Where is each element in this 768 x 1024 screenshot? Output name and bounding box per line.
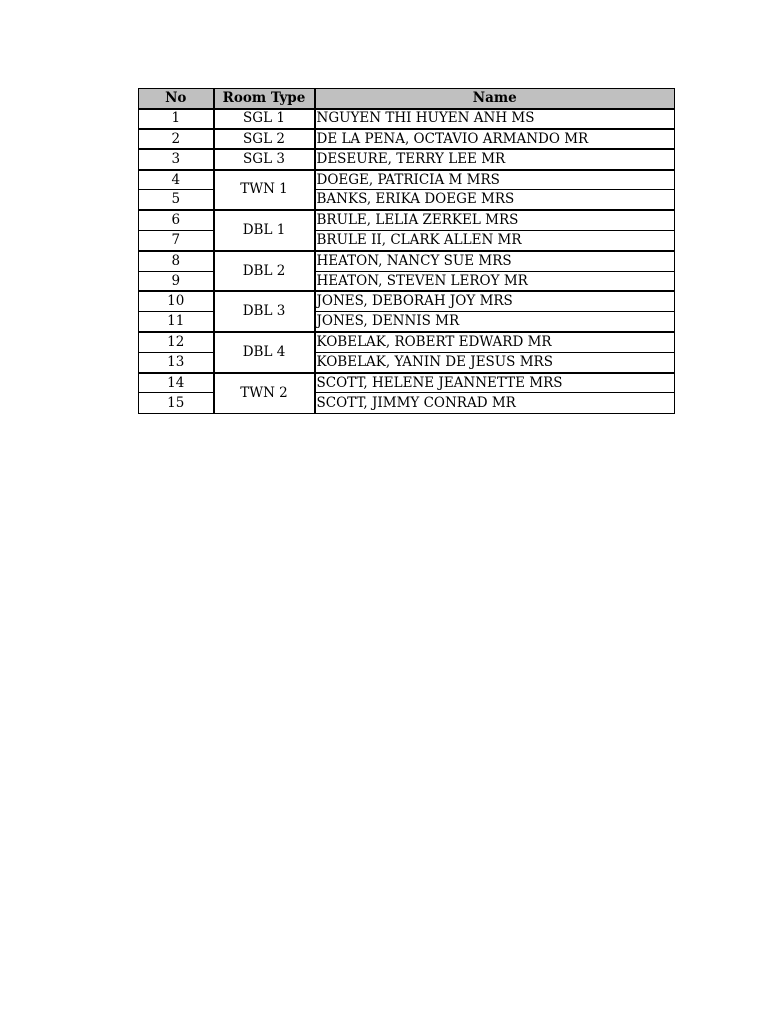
row-no: 8 xyxy=(139,251,214,271)
row-name: BRULE, LELIA ZERKEL MRS xyxy=(315,210,675,230)
row-no: 7 xyxy=(139,231,214,251)
row-room-type: SGL 2 xyxy=(214,129,315,149)
row-name: KOBELAK, YANIN DE JESUS MRS xyxy=(315,352,675,372)
table-row xyxy=(139,149,675,169)
row-name: SCOTT, JIMMY CONRAD MR xyxy=(315,393,675,413)
row-no: 6 xyxy=(139,210,214,230)
row-name: KOBELAK, ROBERT EDWARD MR xyxy=(315,332,675,352)
row-no: 5 xyxy=(139,190,214,210)
header-name: Name xyxy=(315,89,675,109)
header-no: No xyxy=(139,89,214,109)
row-room-type: SGL 1 xyxy=(214,109,315,129)
row-no: 12 xyxy=(139,332,214,352)
row-no: 2 xyxy=(139,129,214,149)
row-room-type: SGL 3 xyxy=(214,149,315,169)
table-row xyxy=(139,109,675,129)
rooming-list-table xyxy=(138,88,675,414)
row-room-type: DBL 1 xyxy=(214,210,315,251)
row-no: 3 xyxy=(139,149,214,169)
table-row xyxy=(139,291,675,311)
row-name: DOEGE, PATRICIA M MRS xyxy=(315,170,675,190)
row-room-type: DBL 2 xyxy=(214,251,315,292)
table-row xyxy=(139,170,675,190)
row-no: 14 xyxy=(139,373,214,393)
table-row xyxy=(139,251,675,271)
table-row xyxy=(139,129,675,149)
row-name: BANKS, ERIKA DOEGE MRS xyxy=(315,190,675,210)
row-room-type: TWN 2 xyxy=(214,373,315,414)
row-no: 10 xyxy=(139,291,214,311)
row-name: JONES, DEBORAH JOY MRS xyxy=(315,291,675,311)
table-header-row xyxy=(139,89,675,109)
row-no: 11 xyxy=(139,312,214,332)
table-row xyxy=(139,373,675,393)
row-no: 13 xyxy=(139,352,214,372)
row-no: 4 xyxy=(139,170,214,190)
row-no: 1 xyxy=(139,109,214,129)
row-name: JONES, DENNIS MR xyxy=(315,312,675,332)
row-room-type: TWN 1 xyxy=(214,170,315,211)
row-name: DE LA PENA, OCTAVIO ARMANDO MR xyxy=(315,129,675,149)
row-name: HEATON, NANCY SUE MRS xyxy=(315,251,675,271)
row-no: 15 xyxy=(139,393,214,413)
row-name: HEATON, STEVEN LEROY MR xyxy=(315,271,675,291)
row-no: 9 xyxy=(139,271,214,291)
row-room-type: DBL 3 xyxy=(214,291,315,332)
row-room-type: DBL 4 xyxy=(214,332,315,373)
row-name: SCOTT, HELENE JEANNETTE MRS xyxy=(315,373,675,393)
header-room-type: Room Type xyxy=(214,89,315,109)
table-row xyxy=(139,210,675,230)
row-name: DESEURE, TERRY LEE MR xyxy=(315,149,675,169)
row-name: NGUYEN THI HUYEN ANH MS xyxy=(315,109,675,129)
row-name: BRULE II, CLARK ALLEN MR xyxy=(315,231,675,251)
table-row xyxy=(139,332,675,352)
